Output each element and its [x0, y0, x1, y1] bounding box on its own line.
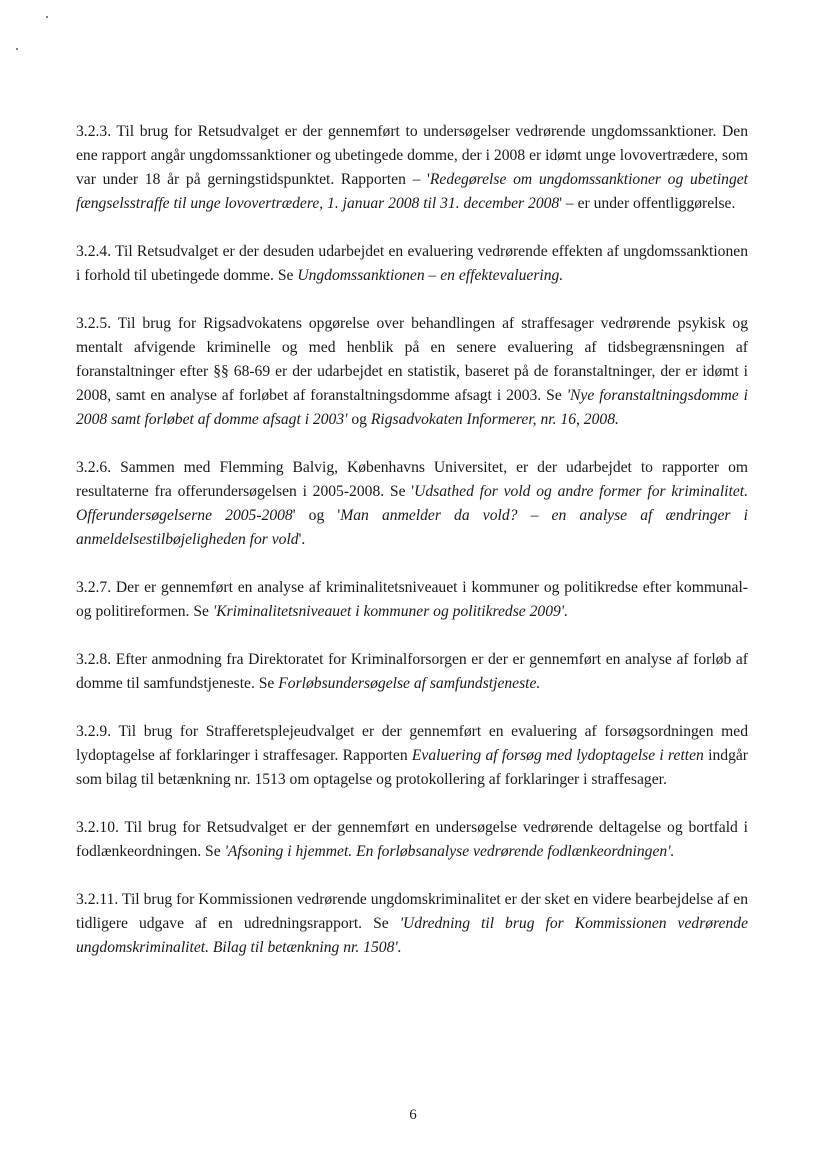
section-number: 3.2.6.	[76, 459, 112, 476]
document-body	[76, 120, 748, 984]
cited-title: 'Udredning til brug for Kommissionen vedrørende ungdomskriminalitet. Bilag til betænkning nr. 1508'.	[76, 915, 748, 956]
section-number: 3.2.7.	[76, 579, 112, 596]
cited-title: 'Afsoning i hjemmet. En forløbsanalyse vedrørende fodlænkeordningen'.	[224, 843, 675, 860]
section-number: 3.2.10.	[76, 819, 119, 836]
section-number: 3.2.11.	[76, 891, 119, 908]
section-paragraph	[76, 816, 748, 864]
paragraph-text: ' – er under offentliggørelse.	[559, 195, 736, 212]
page-number: 6	[409, 1107, 417, 1123]
scan-speck	[16, 48, 18, 50]
cited-title: Ungdomssanktionen – en effektevaluering.	[297, 267, 564, 284]
cited-title: Man anmelder da vold? – en analyse af ændringer i anmeldelsestilbøjeligheden for vold	[76, 507, 748, 548]
cited-title: Evaluering af forsøg med lydoptagelse i retten	[411, 747, 704, 764]
paragraph-text: Der er gennemført en analyse af kriminalitetsniveauet i kommuner og politikredse efter kommunal- og politireformen. Se	[76, 579, 748, 620]
section-number: 3.2.9.	[76, 723, 112, 740]
paragraph-text: Til brug for Retsudvalget er der gennemført en undersøgelse vedrørende deltagelse og bortfald i fodlænkeordningen. Se	[76, 819, 748, 860]
paragraph-text: Til brug for Rigsadvokatens opgørelse over behandlingen af straffesager vedrørende psykisk og mentalt afvigende kriminelle og med henblik på en senere evaluering af tidsbegrænsningen af foranstaltninger efter §§ 68-69 er der udarbejdet en statistik, baseret på de foranstaltninger, der er idømt i 2008, samt en analyse af forløbet af foranstaltningsdomme afsagt i 2003. Se	[76, 315, 748, 404]
cited-title: 'Nye foranstaltningsdomme i 2008 samt forløbet af domme afsagt i 2003'	[76, 387, 748, 428]
section-number: 3.2.3.	[76, 123, 112, 140]
paragraph-text: Sammen med Flemming Balvig, Københavns Universitet, er der udarbejdet to rapporter om resultaterne fra offerundersøgelsen i 2005-2008. Se '	[76, 459, 748, 500]
section-paragraph	[76, 240, 748, 288]
paragraph-text: ' og '	[292, 507, 341, 524]
paragraph-text: og	[347, 411, 371, 428]
cited-title: Redegørelse om ungdomssanktioner og ubetinget fængselsstraffe til unge lovovertrædere, 1. januar 2008 til 31. december 2008	[76, 171, 748, 212]
paragraph-text: Til brug for Retsudvalget er der gennemført to undersøgelser vedrørende ungdomssanktioner. Den ene rapport angår ungdomssanktioner og ubetingede domme, der i 2008 er idømt unge lovovertrædere, som var under 18 år på gerningstidspunktet. Rapporten – '	[76, 123, 748, 188]
section-number: 3.2.8.	[76, 651, 112, 668]
section-number: 3.2.5.	[76, 315, 112, 332]
section-number: 3.2.4.	[76, 243, 112, 260]
section-paragraph	[76, 720, 748, 792]
paragraph-text: Til brug for Strafferetsplejeudvalget er der gennemført en evaluering af forsøgsordningen med lydoptagelse af forklaringer i straffesager. Rapporten	[76, 723, 748, 764]
section-paragraph	[76, 456, 748, 552]
cited-title: Udsathed for vold og andre former for kriminalitet. Offerundersøgelserne 2005-2008	[76, 483, 748, 524]
cited-title: Rigsadvokaten Informerer, nr. 16, 2008.	[370, 411, 619, 428]
scan-speck	[46, 16, 48, 18]
paragraph-text: Til Retsudvalget er der desuden udarbejdet en evaluering vedrørende effekten af ungdomssanktionen i forhold til ubetingede domme. Se	[76, 243, 748, 284]
section-paragraph	[76, 312, 748, 432]
section-paragraph	[76, 648, 748, 696]
paragraph-text: Til brug for Kommissionen vedrørende ungdomskriminalitet er der sket en videre bearbejdelse af en tidligere udgave af en udredningsrapport. Se	[76, 891, 748, 932]
cited-title: 'Kriminalitetsniveauet i kommuner og politikredse 2009'.	[212, 603, 569, 620]
section-paragraph	[76, 888, 748, 960]
paragraph-text: indgår som bilag til betænkning nr. 1513 om optagelse og protokollering af forklaringer i straffesager.	[76, 747, 748, 788]
section-paragraph	[76, 576, 748, 624]
paragraph-text: '.	[298, 531, 306, 548]
paragraph-text: Efter anmodning fra Direktoratet for Kriminalforsorgen er der er gennemført en analyse af forløb af domme til samfundstjeneste. Se	[76, 651, 748, 692]
section-paragraph	[76, 120, 748, 216]
cited-title: Forløbsundersøgelse af samfundstjeneste.	[278, 675, 541, 692]
